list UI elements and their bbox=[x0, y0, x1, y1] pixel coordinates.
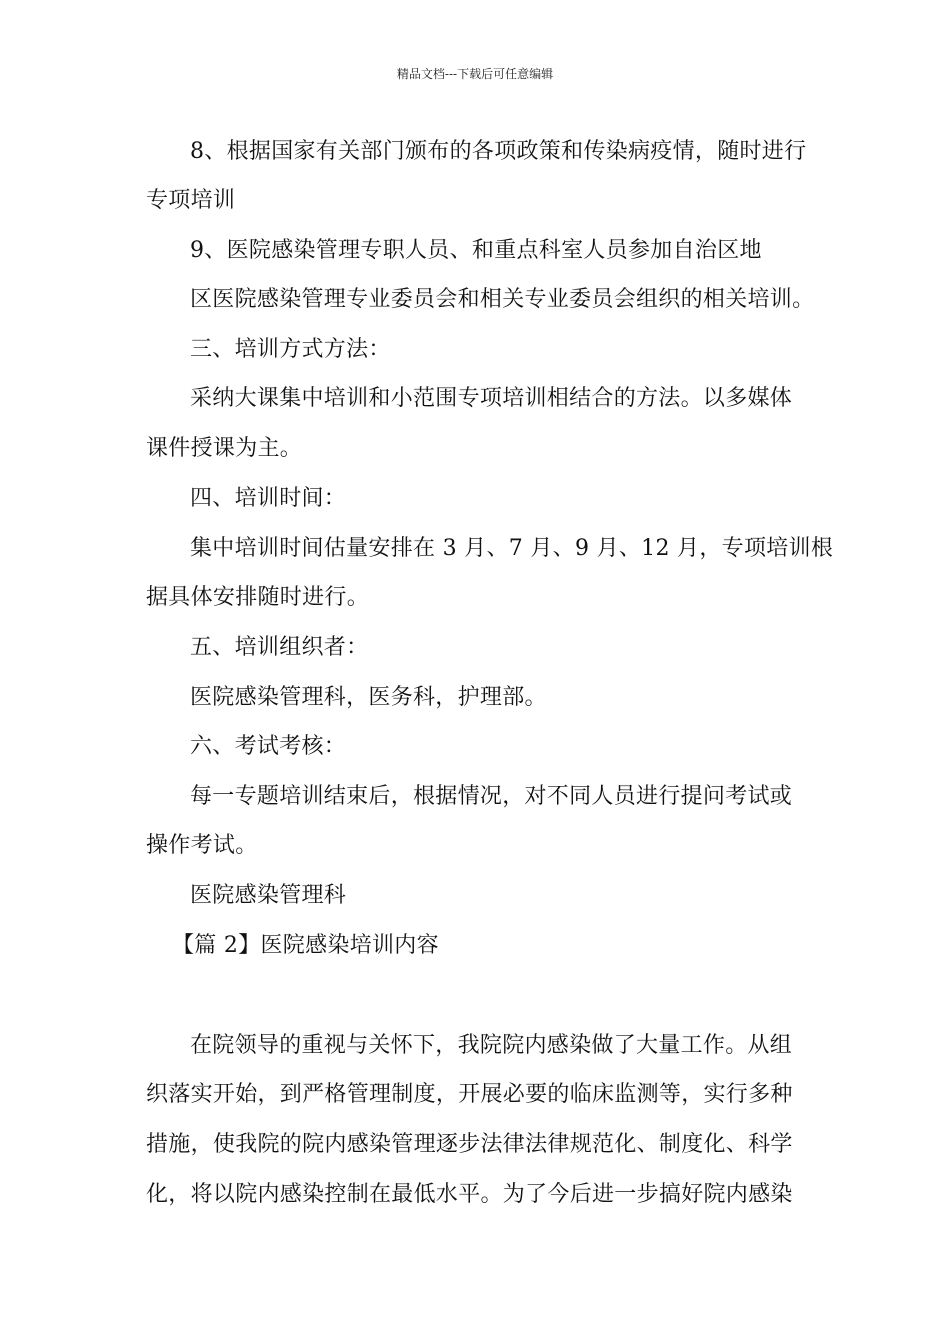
page-header: 精品文档---下载后可任意编辑 bbox=[396, 67, 554, 81]
paragraph-line: 操作考试。 bbox=[146, 833, 258, 858]
paragraph-line: 措施，使我院的院内感染管理逐步法律法律规范化、制度化、科学 bbox=[146, 1132, 793, 1157]
paragraph-line: 课件授课为主。 bbox=[146, 436, 303, 461]
paragraph-line: 集中培训时间估量安排在 3 月、7 月、9 月、12 月，专项培训根 bbox=[190, 536, 834, 561]
paragraph-line: 区医院感染管理专业委员会和相关专业委员会组织的相关培训。 bbox=[190, 287, 815, 312]
paragraph-line: 在院领导的重视与关怀下，我院院内感染做了大量工作。从组 bbox=[190, 1033, 793, 1058]
paragraph-line: 专项培训 bbox=[146, 188, 236, 213]
section-heading: 四、培训时间： bbox=[190, 486, 347, 511]
section-heading: 三、培训方式方法： bbox=[190, 337, 391, 362]
paragraph-line: 据具体安排随时进行。 bbox=[146, 585, 370, 610]
paragraph-line: 8、根据国家有关部门颁布的各项政策和传染病疫情，随时进行 bbox=[190, 139, 807, 164]
paragraph-line: 9、医院感染管理专职人员、和重点科室人员参加自治区地 bbox=[190, 238, 762, 263]
signature-line: 医院感染管理科 bbox=[190, 883, 347, 908]
paragraph-line: 每一专题培训结束后，根据情况，对不同人员进行提问考试或 bbox=[190, 784, 793, 809]
paragraph-line: 医院感染管理科，医务科，护理部。 bbox=[190, 685, 547, 710]
paragraph-line: 化，将以院内感染控制在最低水平。为了今后进一步搞好院内感染 bbox=[146, 1182, 793, 1207]
section-heading: 六、考试考核： bbox=[190, 734, 347, 759]
paragraph-line: 采纳大课集中培训和小范围专项培训相结合的方法。以多媒体 bbox=[190, 386, 793, 411]
paragraph-line: 织落实开始，到严格管理制度，开展必要的临床监测等，实行多种 bbox=[146, 1082, 793, 1107]
article-title: 【篇 2】医院感染培训内容 bbox=[172, 933, 439, 958]
section-heading: 五、培训组织者： bbox=[190, 635, 369, 660]
